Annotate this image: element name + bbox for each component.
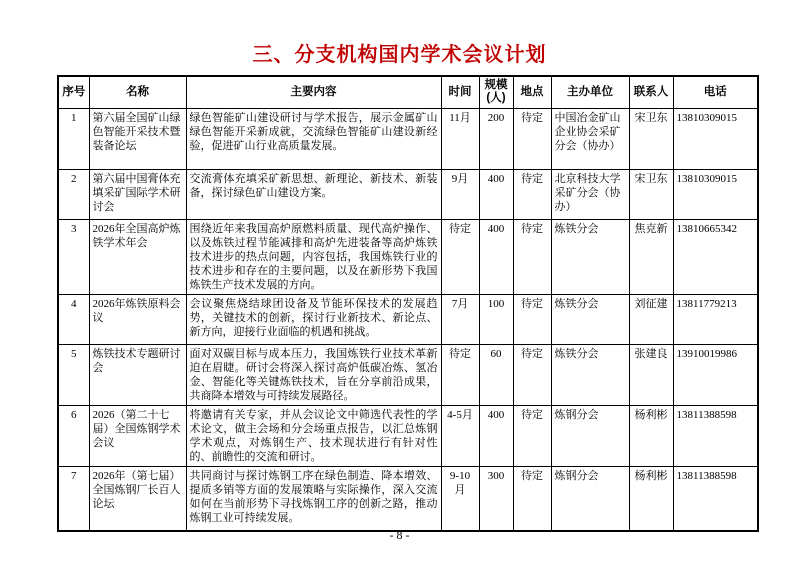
cell-content: 绿色智能矿山建设研讨与学术报告，展示金属矿山绿色智能开采新成就，交流绿色智能矿山建设新经验，促进矿山行业高质量发展。 bbox=[186, 108, 441, 169]
header-phone: 电话 bbox=[673, 76, 758, 108]
cell-scale: 400 bbox=[479, 169, 513, 219]
table-header-row bbox=[58, 76, 758, 108]
conference-table bbox=[57, 75, 759, 532]
table-row bbox=[58, 344, 758, 405]
header-content: 主要内容 bbox=[186, 76, 441, 108]
table-row bbox=[58, 219, 758, 294]
page-number: - 8 - bbox=[389, 528, 410, 542]
cell-no: 6 bbox=[58, 405, 89, 466]
cell-name: 炼铁技术专题研讨会 bbox=[89, 344, 186, 405]
cell-content: 围绕近年来我国高炉原燃料质量、现代高炉操作、以及炼铁过程节能减排和高炉先进装备等高炉炼铁技术进步的热点问题，内容包括，我国炼铁行业的技术进步和存在的主要问题，以及在新形势下我国炼铁生产技术发展的方向。 bbox=[186, 219, 441, 294]
cell-location: 待定 bbox=[513, 294, 551, 344]
cell-content: 会议聚焦烧结球团设备及节能环保技术的发展趋势，关键技术的创新，探讨行业新技术、新论点、新方向，迎接行业面临的机遇和挑战。 bbox=[186, 294, 441, 344]
cell-contact: 杨利彬 bbox=[629, 466, 673, 531]
cell-location: 待定 bbox=[513, 169, 551, 219]
cell-scale: 100 bbox=[479, 294, 513, 344]
cell-contact: 宋卫东 bbox=[629, 108, 673, 169]
cell-phone: 13810309015 bbox=[673, 108, 758, 169]
cell-name: 第六届中国膏体充填采矿国际学术研讨会 bbox=[89, 169, 186, 219]
cell-no: 2 bbox=[58, 169, 89, 219]
header-scale: 规模(人) bbox=[479, 76, 513, 108]
cell-location: 待定 bbox=[513, 466, 551, 531]
cell-organizer: 炼铁分会 bbox=[551, 294, 629, 344]
cell-organizer: 炼铁分会 bbox=[551, 344, 629, 405]
cell-content: 交流膏体充填采矿新思想、新理论、新技术、新装备，探讨绿色矿山建设方案。 bbox=[186, 169, 441, 219]
cell-contact: 张建良 bbox=[629, 344, 673, 405]
header-organizer: 主办单位 bbox=[551, 76, 629, 108]
cell-organizer: 中国冶金矿山企业协会采矿分会（协办） bbox=[551, 108, 629, 169]
cell-contact: 焦克新 bbox=[629, 219, 673, 294]
header-no: 序号 bbox=[58, 76, 89, 108]
cell-time: 待定 bbox=[441, 219, 479, 294]
table-row bbox=[58, 169, 758, 219]
table-row bbox=[58, 294, 758, 344]
header-name: 名称 bbox=[89, 76, 186, 108]
cell-name: 2026（第二十七届）全国炼钢学术会议 bbox=[89, 405, 186, 466]
cell-time: 9月 bbox=[441, 169, 479, 219]
cell-organizer: 北京科技大学采矿分会（协办） bbox=[551, 169, 629, 219]
cell-time: 待定 bbox=[441, 344, 479, 405]
cell-scale: 400 bbox=[479, 219, 513, 294]
table-row bbox=[58, 108, 758, 169]
cell-phone: 13910019986 bbox=[673, 344, 758, 405]
cell-time: 7月 bbox=[441, 294, 479, 344]
cell-no: 1 bbox=[58, 108, 89, 169]
cell-name: 2026年全国高炉炼铁学术年会 bbox=[89, 219, 186, 294]
cell-name: 第六届全国矿山绿色智能开采技术暨装备论坛 bbox=[89, 108, 186, 169]
header-contact: 联系人 bbox=[629, 76, 673, 108]
cell-scale: 300 bbox=[479, 466, 513, 531]
cell-location: 待定 bbox=[513, 219, 551, 294]
cell-scale: 200 bbox=[479, 108, 513, 169]
cell-phone: 13811388598 bbox=[673, 466, 758, 531]
table-row bbox=[58, 405, 758, 466]
table-row bbox=[58, 466, 758, 531]
cell-phone: 13810665342 bbox=[673, 219, 758, 294]
cell-no: 4 bbox=[58, 294, 89, 344]
cell-no: 7 bbox=[58, 466, 89, 531]
header-location: 地点 bbox=[513, 76, 551, 108]
cell-contact: 刘征建 bbox=[629, 294, 673, 344]
cell-contact: 杨利彬 bbox=[629, 405, 673, 466]
cell-scale: 400 bbox=[479, 405, 513, 466]
page-title: 三、分支机构国内学术会议计划 bbox=[252, 44, 547, 66]
cell-scale: 60 bbox=[479, 344, 513, 405]
cell-location: 待定 bbox=[513, 344, 551, 405]
cell-location: 待定 bbox=[513, 405, 551, 466]
cell-phone: 13810309015 bbox=[673, 169, 758, 219]
cell-content: 共同商讨与探讨炼钢工序在绿色制造、降本增效、提质多销等方面的发展策略与实际操作，深入交流如何在当前形势下寻找炼钢工序的创新之路，推动炼钢工业可持续发展。 bbox=[186, 466, 441, 531]
cell-contact: 宋卫东 bbox=[629, 169, 673, 219]
cell-time: 9-10月 bbox=[441, 466, 479, 531]
cell-time: 4-5月 bbox=[441, 405, 479, 466]
cell-organizer: 炼铁分会 bbox=[551, 219, 629, 294]
cell-time: 11月 bbox=[441, 108, 479, 169]
cell-no: 5 bbox=[58, 344, 89, 405]
cell-name: 2026年炼铁原料会议 bbox=[89, 294, 186, 344]
cell-content: 将邀请有关专家，并从会议论文中筛选代表性的学术论文，做主会场和分会场重点报告，以汇总炼钢学术观点，对炼钢生产、技术现状进行有针对性的、前瞻性的交流和研讨。 bbox=[186, 405, 441, 466]
cell-content: 面对双碳目标与成本压力，我国炼铁行业技术革新迫在眉睫。研讨会将深入探讨高炉低碳冶炼、氢冶金、智能化等关键炼铁技术，旨在分享前沿成果，共商降本增效与可持续发展路径。 bbox=[186, 344, 441, 405]
header-time: 时间 bbox=[441, 76, 479, 108]
cell-organizer: 炼钢分会 bbox=[551, 405, 629, 466]
cell-organizer: 炼钢分会 bbox=[551, 466, 629, 531]
cell-no: 3 bbox=[58, 219, 89, 294]
cell-name: 2026年（第七届）全国炼钢厂长百人论坛 bbox=[89, 466, 186, 531]
cell-phone: 13811388598 bbox=[673, 405, 758, 466]
cell-phone: 13811779213 bbox=[673, 294, 758, 344]
cell-location: 待定 bbox=[513, 108, 551, 169]
